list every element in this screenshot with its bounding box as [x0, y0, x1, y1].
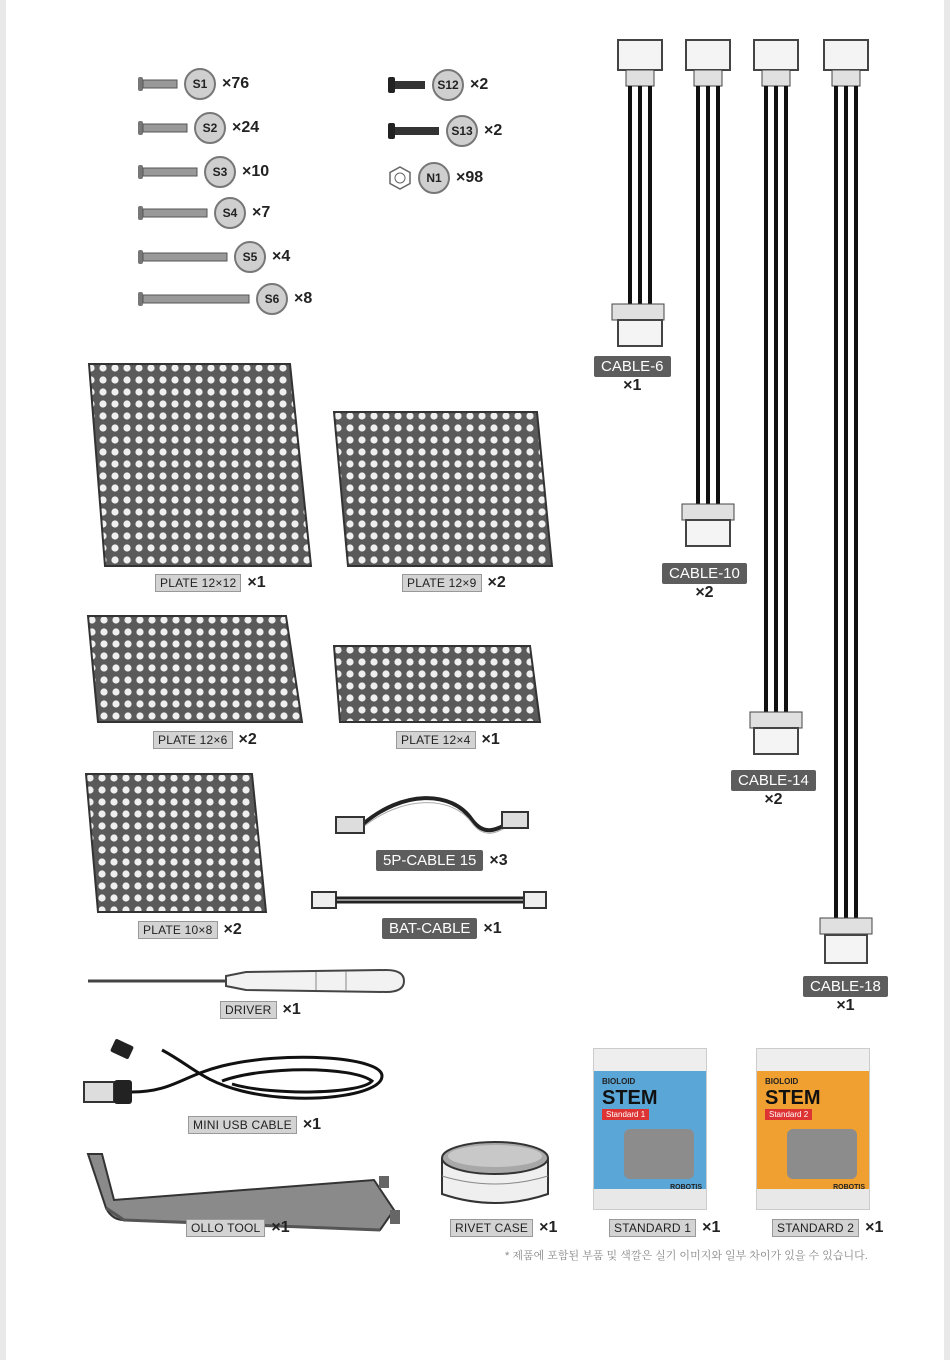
plate-12x12-label	[155, 574, 266, 592]
cable-18-label	[803, 976, 888, 1015]
part-label: CABLE-6	[594, 356, 671, 377]
book-title: STEM	[602, 1087, 658, 1109]
screw-s6	[138, 283, 312, 315]
part-qty: ×76	[222, 75, 250, 92]
part-qty: ×1	[302, 1116, 322, 1133]
part-code: S6	[256, 283, 288, 315]
part-qty: ×8	[294, 290, 313, 307]
part-qty: ×2	[223, 921, 242, 938]
part-qty: ×2	[470, 76, 489, 93]
part-label: STANDARD 2	[772, 1219, 859, 1237]
cable-6-drawing	[612, 40, 664, 346]
part-code: S1	[184, 68, 216, 100]
part-label: PLATE 12×9	[402, 574, 482, 592]
screw-s12-icon	[388, 77, 426, 93]
part-qty: ×7	[252, 204, 271, 221]
part-qty: ×1	[481, 731, 500, 748]
part-qty: ×3	[489, 851, 508, 869]
part-qty: ×2	[764, 791, 783, 808]
book-standard-1-cover	[593, 1048, 707, 1210]
book-title: STEM	[765, 1087, 821, 1109]
screw-s5-icon	[138, 250, 228, 264]
plate-12x9-image	[332, 410, 554, 568]
part-qty: ×1	[282, 1001, 301, 1018]
book-subtitle: Standard 1	[602, 1109, 649, 1120]
plate-10x8-label	[138, 921, 242, 939]
plate-12x9	[332, 410, 554, 573]
part-qty: ×1	[539, 1219, 558, 1236]
cable-10-drawing	[682, 40, 734, 546]
book-logo: BIOLOID	[602, 1077, 636, 1086]
screw-s12	[388, 69, 488, 101]
plate-10x8	[84, 772, 268, 919]
ollo-tool-label	[186, 1219, 290, 1237]
part-qty: ×1	[865, 1219, 884, 1236]
plate-12x4-image	[332, 644, 544, 724]
screw-s4-icon	[138, 206, 208, 220]
part-label: CABLE-18	[803, 976, 888, 997]
part-qty: ×1	[483, 919, 502, 937]
screw-s1-icon	[138, 77, 178, 91]
screw-s5	[138, 241, 290, 273]
rivet-case-label	[450, 1219, 557, 1237]
part-qty: ×98	[456, 169, 484, 186]
plate-12x12	[85, 362, 315, 573]
standard-2-label	[772, 1219, 883, 1237]
footnote: * 제품에 포함된 부품 및 색깔은 실기 이미지와 일부 차이가 있을 수 있습니다.	[505, 1250, 868, 1262]
part-code: S2	[194, 112, 226, 144]
screw-s4	[138, 197, 270, 229]
part-code: N1	[418, 162, 450, 194]
part-qty: ×10	[242, 163, 270, 180]
part-qty: ×2	[695, 584, 714, 601]
plate-12x6	[86, 614, 304, 729]
part-label: DRIVER	[220, 1001, 277, 1019]
plate-12x9-label	[402, 574, 506, 592]
part-code: S12	[432, 69, 464, 101]
book-logo: BIOLOID	[765, 1077, 799, 1086]
part-qty: ×1	[836, 997, 855, 1014]
part-label: RIVET CASE	[450, 1219, 533, 1237]
screw-s3	[138, 156, 269, 188]
screw-s13-icon	[388, 123, 440, 139]
part-label: STANDARD 1	[609, 1219, 696, 1237]
part-label: PLATE 12×6	[153, 731, 233, 749]
part-qty: ×1	[623, 377, 642, 394]
left-margin	[0, 0, 6, 1360]
part-code: S13	[446, 115, 478, 147]
book-standard-2-cover	[756, 1048, 870, 1210]
part-qty: ×24	[232, 119, 260, 136]
cable-14-label	[731, 770, 816, 809]
plate-12x4-label	[396, 731, 500, 749]
plate-12x4	[332, 644, 544, 729]
cable-18-connector	[824, 934, 868, 964]
plate-10x8-image	[84, 772, 268, 914]
usb-cable-label	[188, 1116, 321, 1134]
part-code: S4	[214, 197, 246, 229]
part-code: S3	[204, 156, 236, 188]
usb-cable-icon	[82, 1036, 402, 1116]
screw-s2-icon	[138, 121, 188, 135]
nut-n1	[388, 162, 483, 194]
cable-18-drawing	[820, 40, 872, 934]
screw-s2	[138, 112, 259, 144]
right-margin	[944, 0, 950, 1360]
bat-cable-image	[310, 888, 550, 912]
book-brand: ROBOTIS	[670, 1184, 702, 1191]
bat-cable-label	[382, 918, 502, 939]
screw-s1	[138, 68, 249, 100]
part-qty: ×4	[272, 248, 291, 265]
plate-12x6-label	[153, 731, 257, 749]
part-qty: ×2	[487, 574, 506, 591]
plate-12x6-image	[86, 614, 304, 724]
part-label: CABLE-14	[731, 770, 816, 791]
part-qty: ×1	[271, 1219, 290, 1236]
part-qty: ×1	[702, 1219, 721, 1236]
5p-cable-label	[376, 850, 508, 871]
standard-1-label	[609, 1219, 720, 1237]
part-label: 5P-CABLE 15	[376, 850, 483, 871]
hex-nut-icon	[388, 166, 412, 190]
5p-cable-image	[332, 790, 532, 850]
plate-12x12-image	[85, 362, 315, 568]
part-label: PLATE 12×4	[396, 731, 476, 749]
screw-s13	[388, 115, 502, 147]
part-label: MINI USB CABLE	[188, 1116, 297, 1134]
cable-14-drawing	[750, 40, 802, 754]
cable-6-label	[594, 356, 671, 395]
part-code: S5	[234, 241, 266, 273]
screw-s3-icon	[138, 165, 198, 179]
part-label: PLATE 12×12	[155, 574, 241, 592]
part-label: BAT-CABLE	[382, 918, 477, 939]
rivet-case-icon	[436, 1132, 554, 1216]
book-subtitle: Standard 2	[765, 1109, 812, 1120]
part-label: CABLE-10	[662, 563, 747, 584]
driver-label	[220, 1001, 301, 1019]
part-qty: ×2	[484, 122, 503, 139]
part-label: OLLO TOOL	[186, 1219, 265, 1237]
screwdriver-icon	[86, 964, 406, 998]
part-qty: ×1	[247, 574, 266, 591]
screw-s6-icon	[138, 292, 250, 306]
cable-10-label	[662, 563, 747, 602]
part-label: PLATE 10×8	[138, 921, 218, 939]
part-qty: ×2	[238, 731, 257, 748]
book-brand: ROBOTIS	[833, 1184, 865, 1191]
